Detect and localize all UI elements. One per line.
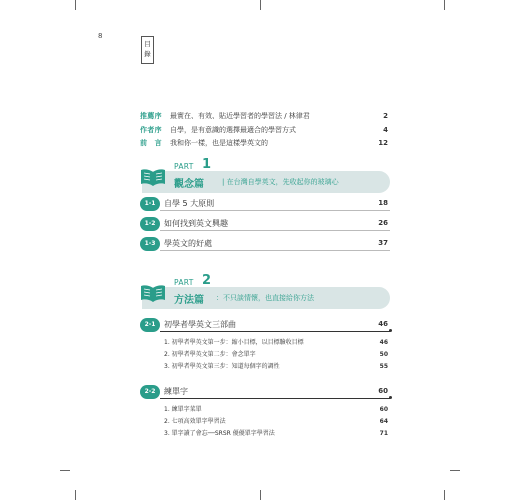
section-row[interactable]: [164, 417, 388, 426]
part-label: PART: [174, 278, 194, 287]
part-subtitle: ：不只談情懷，也直接給你方法: [216, 294, 314, 302]
part-label: PART: [174, 162, 194, 171]
front-matter-page: 2: [383, 112, 388, 120]
divider-end-dot: [389, 329, 392, 332]
chapter-title: 如何找到英文興趣: [164, 219, 228, 228]
section-row[interactable]: [164, 429, 388, 438]
section-page: 60: [379, 406, 388, 413]
chapter-badge: 1-3: [140, 237, 160, 251]
chapter-badge: 2-2: [140, 385, 160, 399]
chapter-page: 37: [378, 239, 388, 247]
open-book-icon: [140, 282, 166, 304]
toc-label-box: 目錄: [141, 36, 154, 64]
front-matter-text: 自學，是有意識的選擇最適合的學習方式: [170, 126, 296, 134]
section-row[interactable]: [164, 362, 388, 371]
front-matter-text: 最實在、有效、貼近學習者的學習法 / 林律君: [170, 112, 310, 120]
front-matter-page: 4: [383, 126, 388, 134]
front-matter-label: 推薦序: [140, 112, 162, 120]
section-page: 55: [379, 363, 388, 370]
section-row[interactable]: [164, 350, 388, 359]
chapter-badge: 1-2: [140, 217, 160, 231]
front-matter-row[interactable]: [140, 111, 388, 121]
section-text: 2. 七項高效單字學習法: [164, 418, 226, 425]
crop-mark: [75, 0, 76, 10]
section-row[interactable]: [164, 338, 388, 347]
divider: [160, 230, 390, 231]
chapter-page: 26: [378, 219, 388, 227]
section-page: 46: [379, 339, 388, 346]
front-matter-row[interactable]: [140, 138, 388, 148]
crop-mark: [450, 470, 460, 471]
part-subtitle: | 在台灣自學英文，先收起你的玻璃心: [222, 178, 339, 186]
front-matter-label: 前 言: [140, 139, 162, 147]
page-number: 8: [98, 32, 103, 40]
front-matter-label: 作者序: [140, 126, 162, 134]
section-text: 3. 單字讀了會忘──SRSR 優優單字學習法: [164, 430, 275, 437]
front-matter-page: 12: [378, 139, 388, 147]
section-text: 2. 初學者學英文第二步：會念單字: [164, 351, 256, 358]
part-number: 1: [202, 157, 212, 172]
divider: [160, 210, 390, 211]
section-text: 1. 初學者學英文第一步：縮小目標，以目標驗收目標: [164, 339, 304, 346]
part-2-banner: [142, 273, 390, 309]
crop-mark: [60, 470, 70, 471]
crop-mark: [444, 0, 445, 10]
chapter-row[interactable]: [140, 197, 390, 211]
section-page: 64: [379, 418, 388, 425]
part-number: 2: [202, 273, 212, 288]
section-page: 50: [379, 351, 388, 358]
chapter-badge: 2-1: [140, 318, 160, 332]
crop-mark: [260, 490, 261, 500]
section-text: 3. 初學者學英文第三步：知道每個字的調性: [164, 363, 280, 370]
crop-mark: [260, 0, 261, 10]
chapter-page: 18: [378, 199, 388, 207]
chapter-badge: 1-1: [140, 197, 160, 211]
chapter-row[interactable]: [140, 237, 390, 251]
section-row[interactable]: [164, 405, 388, 414]
chapter-title: 初學者學英文三部曲: [164, 320, 236, 329]
chapter-title: 自學 5 大原則: [164, 199, 215, 208]
chapter-page: 46: [378, 320, 388, 328]
part-title: 方法篇: [174, 295, 204, 306]
chapter-title: 學英文的好處: [164, 239, 212, 248]
part-1-banner: [142, 157, 390, 193]
chapter-title: 練單字: [164, 387, 188, 396]
front-matter-row[interactable]: [140, 125, 388, 135]
divider: [160, 331, 390, 332]
crop-mark: [444, 490, 445, 500]
chapter-page: 60: [378, 387, 388, 395]
crop-mark: [75, 490, 76, 500]
chapter-row[interactable]: [140, 385, 390, 399]
chapter-row[interactable]: [140, 217, 390, 231]
divider-end-dot: [389, 396, 392, 399]
divider: [160, 250, 390, 251]
chapter-row[interactable]: [140, 318, 390, 332]
divider: [160, 398, 390, 399]
section-text: 1. 練單字菜單: [164, 406, 202, 413]
part-title: 觀念篇: [174, 179, 204, 190]
open-book-icon: [140, 166, 166, 188]
section-page: 71: [379, 430, 388, 437]
front-matter-text: 我和你一樣，也是這樣學英文的: [170, 139, 268, 147]
